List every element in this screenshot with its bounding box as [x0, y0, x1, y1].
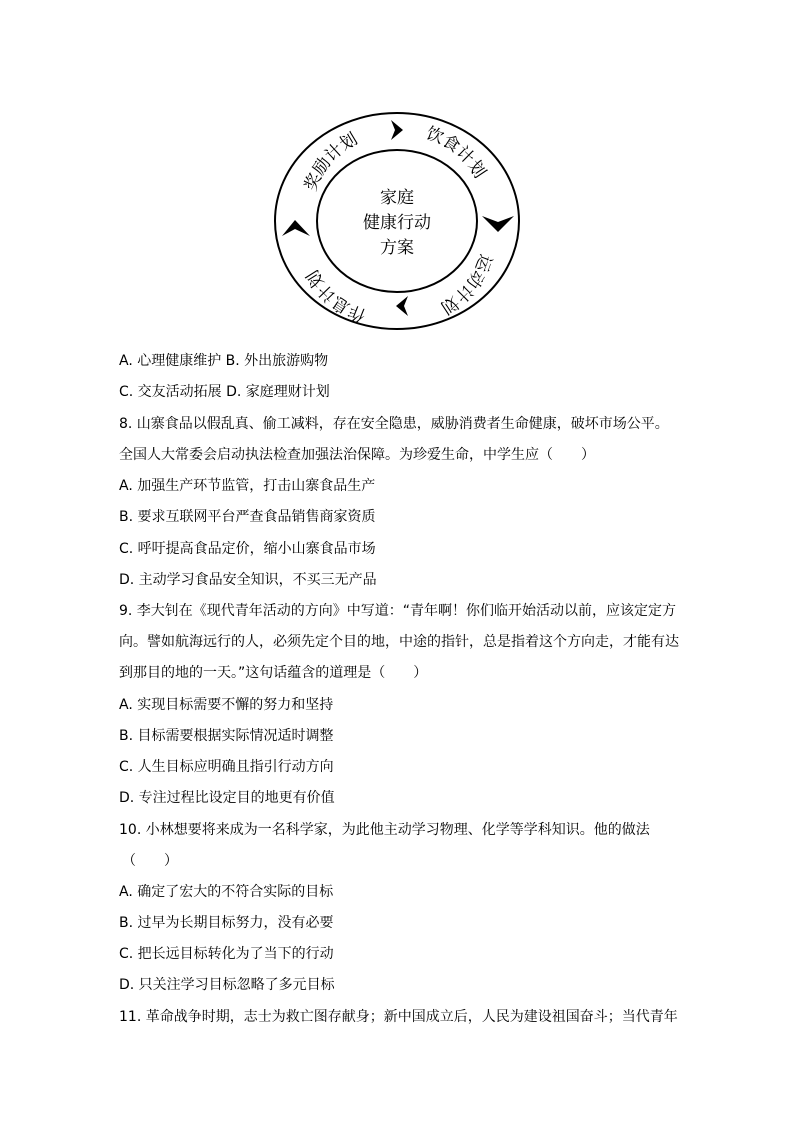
chevron-left-icon	[396, 296, 408, 316]
q9-option-d: D. 专注过程比设定目的地更有价值	[119, 790, 335, 806]
q10-option-a: A. 确定了宏大的不符合实际的目标	[119, 884, 334, 900]
q8-option-a: A. 加强生产环节监管，打击山寨食品生产	[119, 478, 376, 494]
chevron-down-icon	[482, 216, 514, 232]
q10-stem-line-2: （ ）	[122, 853, 178, 869]
chevron-up-icon	[282, 220, 310, 236]
q8-option-d: D. 主动学习食品安全知识，不买三无产品	[119, 572, 377, 588]
q10-option-c: C. 把长远目标转化为了当下的行动	[119, 946, 334, 962]
chevron-right-icon	[391, 120, 403, 140]
q8-option-b: B. 要求互联网平台严查食品销售商家资质	[119, 509, 376, 525]
q8-stem-line-2: 全国人大常委会启动执法检查加强法治保障。为珍爱生命，中学生应（ ）	[119, 447, 595, 463]
cycle-diagram-svg	[270, 108, 524, 334]
ring-label-rest: 作息计划	[303, 266, 369, 326]
ring-label-diet: 饮食计划	[423, 123, 490, 182]
q7-options-line-1: A. 心理健康维护 B. 外出旅游购物	[119, 353, 329, 369]
q11-stem-line-1: 11. 革命战争时期，志士为救亡图存献身；新中国成立后，人民为建设祖国奋斗；当代青年	[119, 1009, 678, 1025]
family-health-plan-diagram	[270, 108, 524, 334]
q9-stem-line-3: 到那目的地的一天。”这句话蕴含的道理是（ ）	[119, 665, 428, 681]
q8-option-c: C. 呼吁提高食品定价，缩小山寨食品市场	[119, 541, 376, 557]
ring-label-reward: 奖励计划	[300, 129, 362, 194]
ring-label-exercise: 运动计划	[437, 251, 496, 318]
center-line-1: 家庭	[380, 188, 414, 208]
center-line-3: 方案	[380, 238, 414, 258]
q9-option-c: C. 人生目标应明确且指引行动方向	[119, 759, 334, 775]
q9-option-a: A. 实现目标需要不懈的努力和坚持	[119, 697, 334, 713]
q9-option-b: B. 目标需要根据实际情况适时调整	[119, 728, 334, 744]
q9-stem-line-1: 9. 李大钊在《现代青年活动的方向》中写道：“青年啊！你们临开始活动以前，应该定定方	[119, 603, 677, 619]
q9-stem-line-2: 向。譬如航海远行的人，必须先定个目的地，中途的指针，总是指着这个方向走，才能有达	[119, 634, 679, 650]
q7-options-line-2: C. 交友活动拓展 D. 家庭理财计划	[119, 384, 330, 400]
q10-option-d: D. 只关注学习目标忽略了多元目标	[119, 977, 335, 993]
q8-stem-line-1: 8. 山寨食品以假乱真、偷工减料，存在安全隐患，威胁消费者生命健康，破坏市场公平。	[119, 416, 669, 432]
q10-option-b: B. 过早为长期目标努力，没有必要	[119, 915, 334, 931]
q10-stem-line-1: 10. 小林想要将来成为一名科学家，为此他主动学习物理、化学等学科知识。他的做法	[119, 822, 650, 838]
center-line-2: 健康行动	[363, 213, 431, 233]
